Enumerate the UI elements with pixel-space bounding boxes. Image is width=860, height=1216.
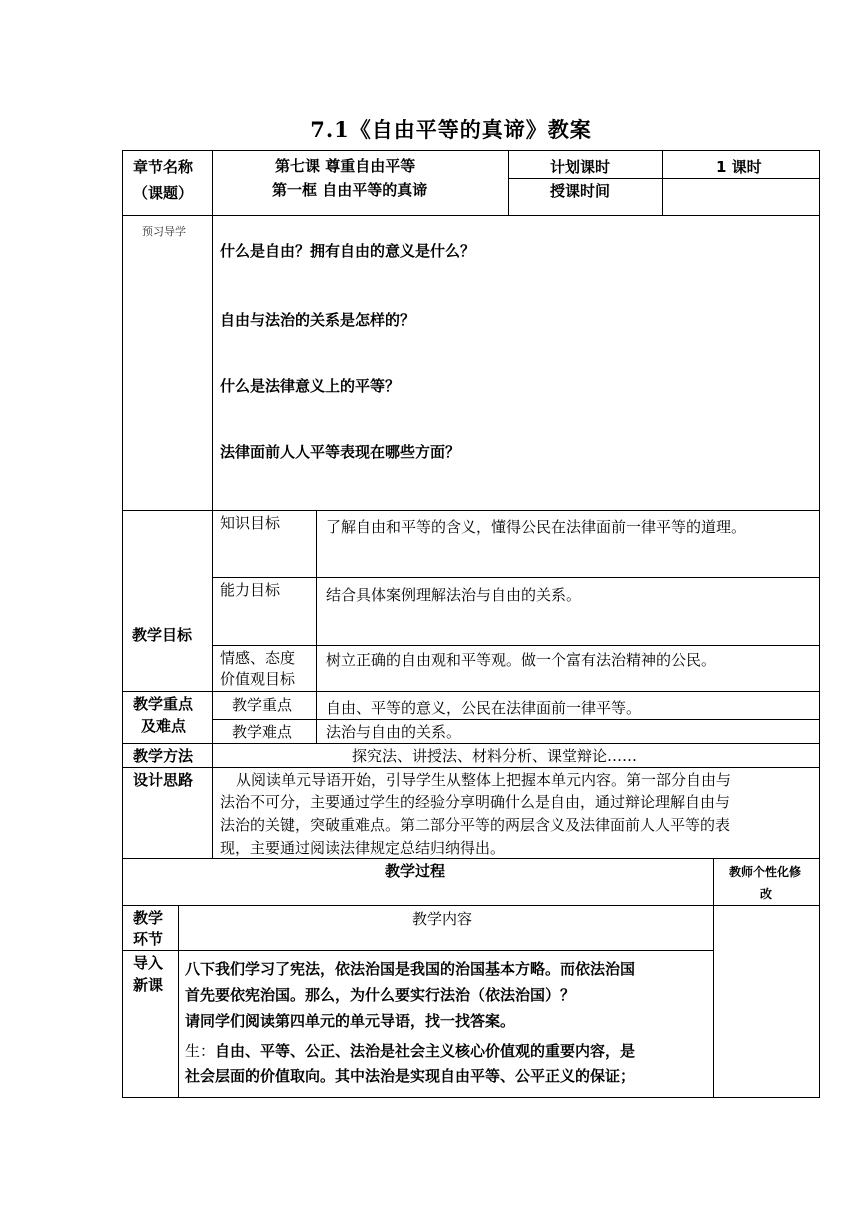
intro-line-2: 首先要依宪治国。那么，为什么要实行法治（依法治国）？: [185, 986, 576, 1004]
planned-hours-label: 计划课时: [550, 158, 611, 176]
stage-label: 教学: [133, 909, 164, 927]
difficulty-label: 教学难点: [232, 723, 293, 741]
intro-line-4: [185, 1041, 635, 1062]
ability-objective-text: 结合具体案例理解法治与自由的关系。: [326, 586, 582, 604]
intro-label-sub: 新课: [133, 976, 164, 994]
method-text: 探究法、讲授法、材料分析、课堂辩论……: [352, 747, 638, 765]
key-points-label: 教学重点: [133, 695, 194, 713]
chapter-label-sub: （课题）: [133, 184, 194, 202]
preview-question-1: 什么是自由？拥有自由的意义是什么？: [220, 242, 476, 260]
intro-label: 导入: [133, 954, 164, 972]
document-title: 7.1《自由平等的真谛》教案: [310, 117, 592, 142]
student-prefix: 生：: [185, 1042, 216, 1060]
design-line-3: 法治的关键，突破重难点。第二部分平等的两层含义及法律面前人人平等的表: [220, 816, 731, 834]
knowledge-objective-label: 知识目标: [220, 514, 281, 532]
stage-label-sub: 环节: [133, 930, 164, 948]
preview-question-4: 法律面前人人平等表现在哪些方面？: [220, 443, 461, 461]
knowledge-objective-text: 了解自由和平等的含义，懂得公民在法律面前一律平等的道理。: [326, 518, 747, 536]
focus-text: 自由、平等的意义，公民在法律面前一律平等。: [326, 699, 642, 717]
intro-line-5: 社会层面的价值取向。其中法治是实现自由平等、公平正义的保证；: [185, 1067, 636, 1085]
design-line-1: 从阅读单元导语开始，引导学生从整体上把握本单元内容。第一部分自由与: [236, 771, 732, 789]
emotion-objective-text: 树立正确的自由观和平等观。做一个富有法治精神的公民。: [326, 651, 717, 669]
planned-hours-value: 1 课时: [716, 158, 762, 176]
teacher-edit-label-sub: 改: [760, 887, 773, 901]
preview-question-3: 什么是法律意义上的平等？: [220, 377, 401, 395]
student-answer-1: 自由、平等、公正、法治是社会主义核心价值观的重要内容，是: [215, 1042, 636, 1060]
process-label: 教学过程: [385, 862, 446, 880]
chapter-label: 章节名称: [133, 158, 194, 176]
teaching-time-label: 授课时间: [550, 182, 611, 200]
key-points-label-sub: 及难点: [141, 717, 187, 735]
preview-label: 预习导学: [142, 225, 186, 238]
preview-question-2: 自由与法治的关系是怎样的？: [220, 311, 416, 329]
teacher-edit-label: 教师个性化修: [729, 865, 802, 879]
lesson-subtitle: 第一框 自由平等的真谛: [272, 181, 428, 199]
design-line-4: 现，主要通过阅读法律规定总结归纳得出。: [220, 839, 506, 857]
lesson-title: 第七课 尊重自由平等: [275, 157, 416, 175]
difficulty-text: 法治与自由的关系。: [326, 723, 462, 741]
emotion-objective-label-sub: 价值观目标: [220, 670, 296, 688]
intro-line-3: 请同学们阅读第四单元的单元导语，找一找答案。: [185, 1012, 516, 1030]
method-label: 教学方法: [133, 747, 194, 765]
design-label: 设计思路: [133, 771, 194, 789]
content-label: 教学内容: [412, 910, 473, 928]
design-line-2: 法治不可分，主要通过学生的经验分享明确什么是自由，通过辩论理解自由与: [220, 793, 731, 811]
focus-label: 教学重点: [232, 696, 293, 714]
emotion-objective-label: 情感、态度: [220, 649, 296, 667]
ability-objective-label: 能力目标: [220, 581, 281, 599]
intro-line-1: 八下我们学习了宪法，依法治国是我国的治国基本方略。而依法治国: [185, 960, 636, 978]
objectives-label: 教学目标: [132, 626, 193, 644]
